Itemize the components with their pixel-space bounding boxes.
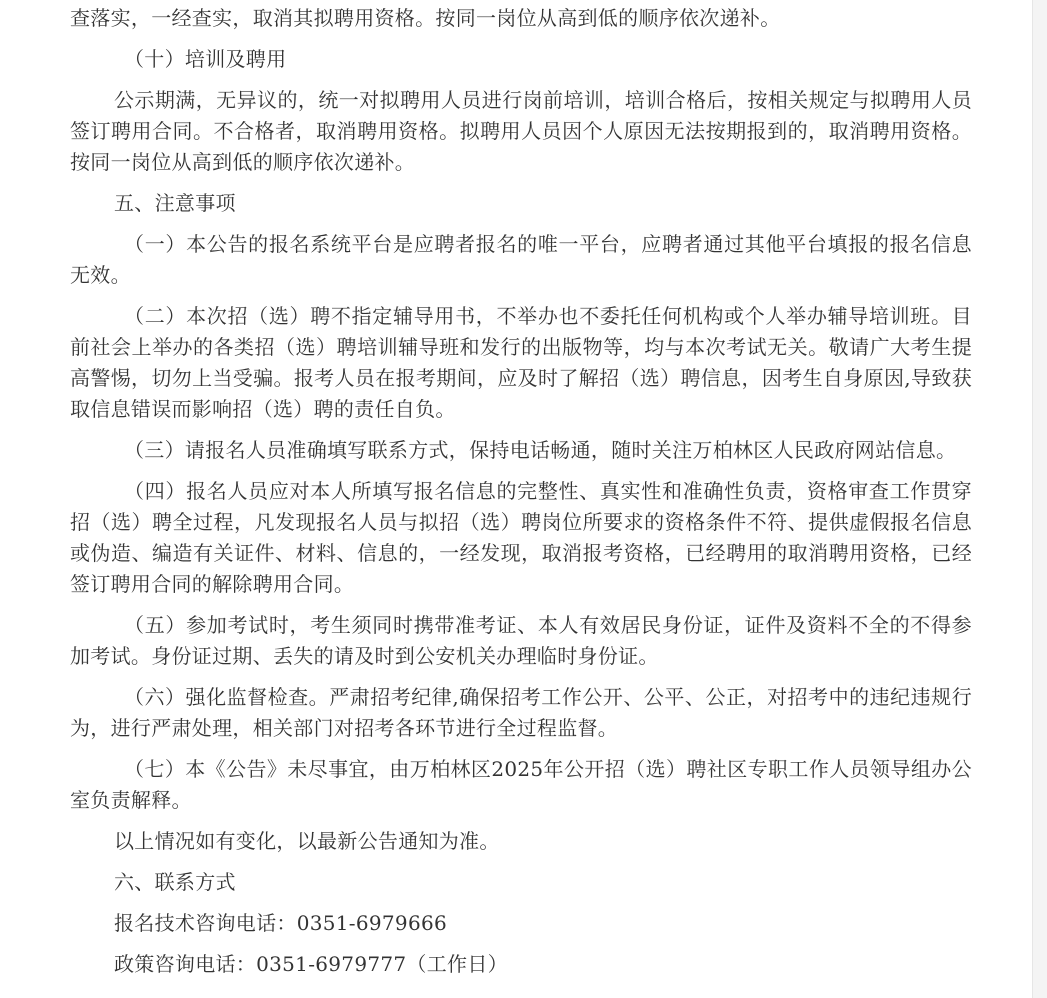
paragraph-note-5: （五）参加考试时，考生须同时携带准考证、本人有效居民身份证，证件及资料不全的不得参加考试。身份证过期、丢失的请及时到公安机关办理临时身份证。 <box>70 613 972 668</box>
paragraph-publicity: 查落实，一经查实，取消其拟聘用资格。按同一岗位从高到低的顺序依次递补。 <box>70 6 781 30</box>
heading-training-hiring: （十）培训及聘用 <box>124 47 287 71</box>
contact-tech-phone: 报名技术咨询电话：0351-6979666 <box>114 911 448 935</box>
scrollbar[interactable] <box>1032 0 1047 998</box>
paragraph-training: 公示期满，无异议的，统一对拟聘用人员进行岗前培训，培训合格后，按相关规定与拟聘用人员签订聘用合同。不合格者，取消聘用资格。拟聘用人员因个人原因无法按期报到的，取消聘用资格。按同一岗位从高到低的顺序依次递补。 <box>70 88 972 174</box>
section-heading-notes: 五、注意事项 <box>114 191 236 215</box>
announcement-body <box>70 0 972 990</box>
contact-policy-phone: 政策咨询电话：0351-6979777（工作日） <box>114 952 508 976</box>
paragraph-note-4: （四）报名人员应对本人所填写报名信息的完整性、真实性和准确性负责，资格审查工作贯穿招（选）聘全过程，凡发现报名人员与拟招（选）聘岗位所要求的资格条件不符、提供虚假报名信息或伪造、编造有关证件、材料、信息的，一经发现，取消报考资格，已经聘用的取消聘用资格，已经签订聘用合同的解除聘用合同。 <box>70 479 972 596</box>
paragraph-changes-notice: 以上情况如有变化，以最新公告通知为准。 <box>114 829 500 853</box>
paragraph-note-7: （七）本《公告》未尽事宜，由万柏林区2025年公开招（选）聘社区专职工作人员领导组办公室负责解释。 <box>70 757 972 812</box>
paragraph-note-1: （一）本公告的报名系统平台是应聘者报名的唯一平台，应聘者通过其他平台填报的报名信息无效。 <box>70 232 972 287</box>
paragraph-note-2: （二）本次招（选）聘不指定辅导用书，不举办也不委托任何机构或个人举办辅导培训班。目前社会上举办的各类招（选）聘培训辅导班和发行的出版物等，均与本次考试无关。敬请广大考生提高警惕，切勿上当受骗。报考人员在报考期间，应及时了解招（选）聘信息，因考生自身原因,导致获取信息错误而影响招（选）聘的责任自负。 <box>70 304 972 421</box>
paragraph-note-3: （三）请报名人员准确填写联系方式，保持电话畅通，随时关注万柏林区人民政府网站信息。 <box>124 438 957 462</box>
paragraph-note-6: （六）强化监督检查。严肃招考纪律,确保招考工作公开、公平、公正，对招考中的违纪违规行为，进行严肃处理，相关部门对招考各环节进行全过程监督。 <box>70 685 972 740</box>
section-heading-contact: 六、联系方式 <box>114 870 236 894</box>
